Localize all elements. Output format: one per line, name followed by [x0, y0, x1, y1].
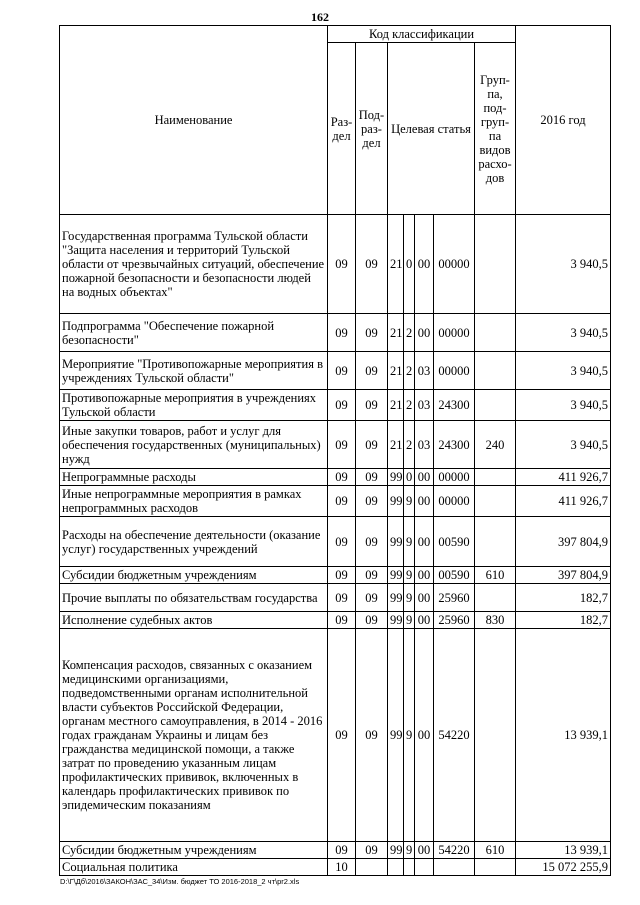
row-target-direction	[434, 859, 475, 876]
row-target-event: 03	[415, 352, 434, 390]
row-amount: 13 939,1	[516, 629, 611, 842]
row-name: Субсидии бюджетным учреждениям	[60, 567, 328, 584]
header-section: Раз- дел	[328, 43, 356, 215]
row-expense-type	[475, 486, 516, 517]
table-row	[60, 859, 611, 876]
table-row	[60, 842, 611, 859]
row-target-program: 99	[388, 629, 404, 842]
row-target-event: 00	[415, 215, 434, 314]
row-amount: 3 940,5	[516, 390, 611, 421]
row-target-direction: 00590	[434, 567, 475, 584]
row-target-subprogram: 2	[404, 352, 415, 390]
row-section: 09	[328, 567, 356, 584]
row-amount: 411 926,7	[516, 469, 611, 486]
row-name: Государственная программа Тульской области "Защита населения и территорий Тульской области от чрезвычайных ситуаций, обеспечение пожарной безопасности и безопасности людей на водных объектах"	[60, 215, 328, 314]
row-section: 09	[328, 612, 356, 629]
row-amount: 13 939,1	[516, 842, 611, 859]
row-expense-type	[475, 859, 516, 876]
row-target-subprogram: 2	[404, 421, 415, 469]
row-subsection: 09	[356, 612, 388, 629]
row-amount: 3 940,5	[516, 314, 611, 352]
row-amount: 397 804,9	[516, 567, 611, 584]
row-subsection: 09	[356, 486, 388, 517]
row-target-event: 00	[415, 584, 434, 612]
row-target-event: 00	[415, 612, 434, 629]
row-amount: 3 940,5	[516, 421, 611, 469]
row-target-subprogram: 9	[404, 629, 415, 842]
row-target-direction: 00000	[434, 314, 475, 352]
header-target: Целевая статья	[388, 43, 475, 215]
row-target-event: 00	[415, 469, 434, 486]
row-expense-type	[475, 469, 516, 486]
row-subsection: 09	[356, 469, 388, 486]
row-target-event: 03	[415, 390, 434, 421]
row-name: Расходы на обеспечение деятельности (оказание услуг) государственных учреждений	[60, 517, 328, 567]
row-target-subprogram: 2	[404, 314, 415, 352]
table-row	[60, 469, 611, 486]
header-expense-type: Груп- па, под- груп- па видов расхо- дов	[475, 43, 516, 215]
row-subsection: 09	[356, 215, 388, 314]
row-section: 10	[328, 859, 356, 876]
row-target-event: 00	[415, 842, 434, 859]
row-target-direction: 24300	[434, 421, 475, 469]
header-year: 2016 год	[516, 26, 611, 215]
table-row	[60, 314, 611, 352]
row-expense-type	[475, 584, 516, 612]
header-code-group: Код классификации	[328, 26, 516, 43]
row-subsection	[356, 859, 388, 876]
row-target-program	[388, 859, 404, 876]
table-row	[60, 486, 611, 517]
table-row	[60, 584, 611, 612]
row-section: 09	[328, 584, 356, 612]
row-target-event: 00	[415, 517, 434, 567]
row-section: 09	[328, 469, 356, 486]
row-target-program: 99	[388, 517, 404, 567]
row-subsection: 09	[356, 842, 388, 859]
row-expense-type	[475, 517, 516, 567]
row-target-direction: 00000	[434, 352, 475, 390]
table-row	[60, 629, 611, 842]
table-body	[60, 215, 611, 876]
row-subsection: 09	[356, 390, 388, 421]
row-section: 09	[328, 486, 356, 517]
row-target-subprogram: 9	[404, 486, 415, 517]
row-target-subprogram: 0	[404, 215, 415, 314]
row-section: 09	[328, 314, 356, 352]
row-amount: 3 940,5	[516, 215, 611, 314]
table-row	[60, 352, 611, 390]
header-name: Наименование	[60, 26, 328, 215]
row-subsection: 09	[356, 421, 388, 469]
row-target-event: 00	[415, 486, 434, 517]
row-target-program: 99	[388, 842, 404, 859]
row-target-event: 00	[415, 629, 434, 842]
row-name: Мероприятие "Противопожарные мероприятия в учреждениях Тульской области"	[60, 352, 328, 390]
row-target-direction: 00000	[434, 215, 475, 314]
file-path-footer: D:\Г\Дб\2016\ЗАКОН\ЗАС_34\Изм. бюджет ТО 2016-2018_2 чт\pr2.xls	[60, 877, 300, 886]
row-expense-type: 610	[475, 567, 516, 584]
row-target-subprogram: 0	[404, 469, 415, 486]
row-name: Исполнение судебных актов	[60, 612, 328, 629]
row-target-event: 03	[415, 421, 434, 469]
row-name: Непрограммные расходы	[60, 469, 328, 486]
row-section: 09	[328, 421, 356, 469]
row-target-subprogram: 9	[404, 517, 415, 567]
row-name: Субсидии бюджетным учреждениям	[60, 842, 328, 859]
row-amount: 411 926,7	[516, 486, 611, 517]
row-target-program: 99	[388, 567, 404, 584]
row-target-direction: 24300	[434, 390, 475, 421]
row-subsection: 09	[356, 584, 388, 612]
row-target-event: 00	[415, 567, 434, 584]
row-name: Подпрограмма "Обеспечение пожарной безопасности"	[60, 314, 328, 352]
row-expense-type	[475, 352, 516, 390]
row-subsection: 09	[356, 517, 388, 567]
row-amount: 182,7	[516, 584, 611, 612]
row-subsection: 09	[356, 352, 388, 390]
budget-table	[59, 25, 611, 876]
row-target-program: 21	[388, 215, 404, 314]
row-expense-type: 240	[475, 421, 516, 469]
row-name: Иные непрограммные мероприятия в рамках непрограммных расходов	[60, 486, 328, 517]
row-subsection: 09	[356, 314, 388, 352]
row-target-direction: 54220	[434, 629, 475, 842]
row-name: Противопожарные мероприятия в учреждениях Тульской области	[60, 390, 328, 421]
row-expense-type: 830	[475, 612, 516, 629]
row-target-program: 21	[388, 352, 404, 390]
row-section: 09	[328, 629, 356, 842]
row-target-event	[415, 859, 434, 876]
row-target-program: 99	[388, 486, 404, 517]
row-section: 09	[328, 215, 356, 314]
row-amount: 15 072 255,9	[516, 859, 611, 876]
row-target-subprogram: 9	[404, 842, 415, 859]
row-expense-type: 610	[475, 842, 516, 859]
table-row	[60, 612, 611, 629]
row-subsection: 09	[356, 629, 388, 842]
table-row	[60, 390, 611, 421]
row-expense-type	[475, 629, 516, 842]
row-name: Социальная политика	[60, 859, 328, 876]
row-target-subprogram: 9	[404, 567, 415, 584]
row-target-direction: 00590	[434, 517, 475, 567]
row-subsection: 09	[356, 567, 388, 584]
row-section: 09	[328, 842, 356, 859]
row-expense-type	[475, 390, 516, 421]
row-target-subprogram	[404, 859, 415, 876]
row-section: 09	[328, 352, 356, 390]
row-expense-type	[475, 215, 516, 314]
page-number: 162	[311, 10, 329, 24]
header-subsection: Под- раз- дел	[356, 43, 388, 215]
row-target-event: 00	[415, 314, 434, 352]
row-section: 09	[328, 517, 356, 567]
row-target-program: 99	[388, 469, 404, 486]
row-target-program: 21	[388, 314, 404, 352]
table-row	[60, 517, 611, 567]
row-target-subprogram: 2	[404, 390, 415, 421]
table-row	[60, 567, 611, 584]
row-target-direction: 54220	[434, 842, 475, 859]
row-name: Иные закупки товаров, работ и услуг для обеспечения государственных (муниципальных) нужд	[60, 421, 328, 469]
row-name: Компенсация расходов, связанных с оказанием медицинскими организациями, подведомственными органам исполнительной власти субъектов Российской Федерации, органам местного самоуправления, в 2014 - 2016 годах гражданам Украины и лицам без гражданства медицинской помощи, а также затрат по проведению указанным лицам профилактических прививок, включенных в календарь профилактических прививок по эпидемическим показаниям	[60, 629, 328, 842]
row-target-subprogram: 9	[404, 612, 415, 629]
row-target-program: 21	[388, 390, 404, 421]
table-row	[60, 215, 611, 314]
row-amount: 182,7	[516, 612, 611, 629]
row-target-direction: 25960	[434, 612, 475, 629]
row-section: 09	[328, 390, 356, 421]
row-target-program: 99	[388, 612, 404, 629]
row-amount: 397 804,9	[516, 517, 611, 567]
row-expense-type	[475, 314, 516, 352]
row-target-direction: 00000	[434, 469, 475, 486]
row-target-direction: 25960	[434, 584, 475, 612]
row-target-program: 21	[388, 421, 404, 469]
row-name: Прочие выплаты по обязательствам государства	[60, 584, 328, 612]
row-target-direction: 00000	[434, 486, 475, 517]
table-row	[60, 421, 611, 469]
row-target-subprogram: 9	[404, 584, 415, 612]
row-target-program: 99	[388, 584, 404, 612]
row-amount: 3 940,5	[516, 352, 611, 390]
